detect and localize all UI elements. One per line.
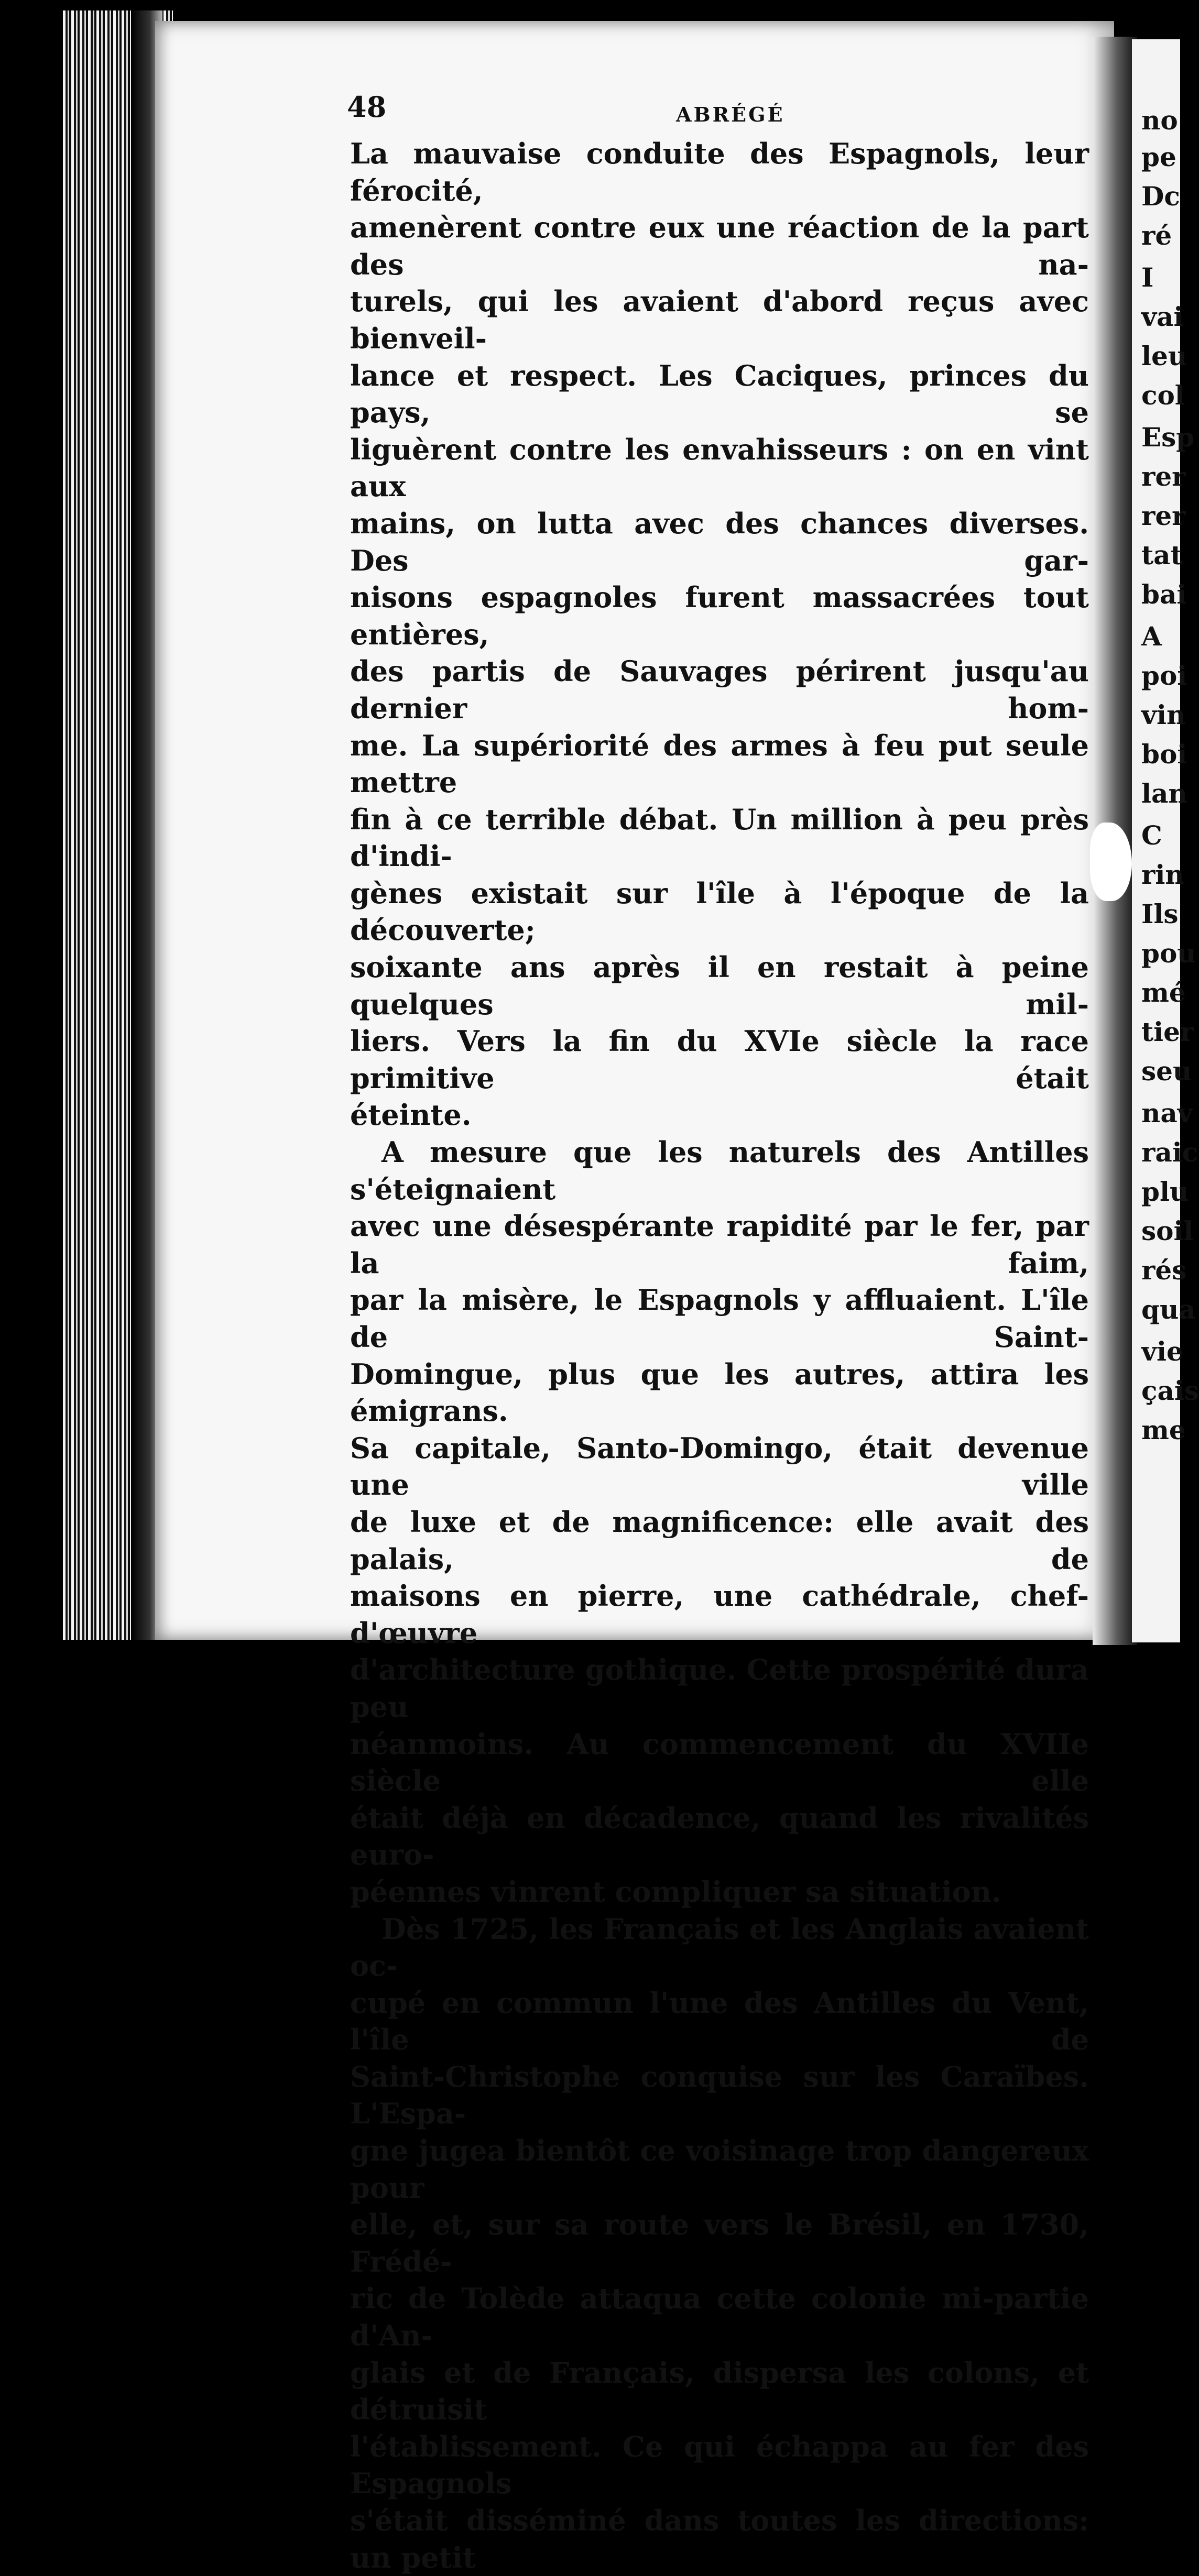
text-line: liers. Vers la fin du XVIe siècle la race primitive était bbox=[350, 1023, 1089, 1097]
facing-text-fragment: leu bbox=[1141, 341, 1187, 371]
paragraph-1 bbox=[350, 135, 1089, 1134]
text-line: avec une désespérante rapidité par le fer, par la faim, bbox=[350, 1208, 1089, 1281]
facing-text-fragment: rés bbox=[1141, 1255, 1186, 1286]
facing-text-fragment: soil bbox=[1141, 1215, 1194, 1246]
text-line: mains, on lutta avec des chances diverses. Des gar- bbox=[350, 505, 1089, 579]
text-line: soixante ans après il en restait à peine quelques mil- bbox=[350, 949, 1089, 1023]
text-line: lance et respect. Les Caciques, princes du pays, se bbox=[350, 357, 1089, 431]
facing-text-fragment: Esp bbox=[1141, 422, 1194, 453]
facing-text-fragment: rer bbox=[1141, 461, 1186, 492]
text-line: péennes vinrent compliquer sa situation. bbox=[350, 1873, 1089, 1911]
page-number: 48 bbox=[347, 90, 386, 124]
facing-text-fragment: çais bbox=[1141, 1375, 1199, 1406]
facing-text-fragment: boi bbox=[1141, 739, 1187, 770]
facing-text-fragment: qua bbox=[1141, 1294, 1196, 1325]
text-line: gne jugea bientôt ce voisinage trop dangereux pour bbox=[350, 2132, 1089, 2206]
text-line: me. La supériorité des armes à feu put seule mettre bbox=[350, 727, 1089, 801]
facing-text-fragment: poi bbox=[1141, 660, 1187, 691]
facing-text-fragment: rin bbox=[1141, 859, 1184, 890]
text-line: liguèrent contre les envahisseurs : on en vint aux bbox=[350, 431, 1089, 505]
facing-page bbox=[1132, 39, 1180, 1642]
text-line: maisons en pierre, une cathédrale, chef-d'œuvre bbox=[350, 1577, 1089, 1651]
text-line: Saint-Christophe conquise sur les Caraïbes. L'Espa- bbox=[350, 2058, 1089, 2132]
text-line: gènes existait sur l'île à l'époque de la découverte; bbox=[350, 875, 1089, 949]
paper-blemish bbox=[1090, 823, 1132, 901]
text-line: amenèrent contre eux une réaction de la part des na- bbox=[350, 209, 1089, 283]
facing-text-fragment: Ils bbox=[1141, 898, 1179, 929]
running-title: ABRÉGÉ bbox=[676, 103, 785, 126]
text-line: La mauvaise conduite des Espagnols, leur férocité, bbox=[350, 135, 1089, 209]
facing-text-fragment: pe bbox=[1141, 141, 1176, 172]
facing-text-fragment: me bbox=[1141, 1415, 1186, 1445]
facing-text-fragment: tat bbox=[1141, 540, 1183, 571]
text-line: elle, et, sur sa route vers le Brésil, en 1730, Frédé- bbox=[350, 2206, 1089, 2280]
facing-text-fragment: tier bbox=[1141, 1016, 1194, 1047]
facing-text-fragment: vin bbox=[1141, 699, 1185, 730]
text-line: ric de Tolède attaqua cette colonie mi-partie d'An- bbox=[350, 2280, 1089, 2354]
text-line: l'établissement. Ce qui échappa au fer des Espagnols bbox=[350, 2428, 1089, 2502]
facing-text-fragment: vie bbox=[1141, 1336, 1183, 1367]
body-text bbox=[350, 135, 1089, 2576]
text-line: cupé en commun l'une des Antilles du Vent, l'île de bbox=[350, 1985, 1089, 2058]
facing-text-fragment: no bbox=[1141, 105, 1178, 136]
text-line: Domingue, plus que les autres, attira les émigrans. bbox=[350, 1356, 1089, 1430]
facing-text-fragment: seu bbox=[1141, 1056, 1192, 1087]
facing-text-fragment: A bbox=[1141, 621, 1162, 652]
text-line: des partis de Sauvages périrent jusqu'au dernier hom- bbox=[350, 653, 1089, 727]
facing-text-fragment: raic bbox=[1141, 1137, 1198, 1168]
facing-text-fragment: pou bbox=[1141, 938, 1196, 969]
facing-text-fragment: bai bbox=[1141, 579, 1186, 610]
facing-text-fragment: ré bbox=[1141, 220, 1172, 251]
text-line: A mesure que les naturels des Antilles s'éteignaient bbox=[350, 1134, 1089, 1208]
text-line: Sa capitale, Santo-Domingo, était devenue une ville bbox=[350, 1430, 1089, 1504]
text-line: de luxe et de magnificence: elle avait des palais, de bbox=[350, 1504, 1089, 1577]
facing-text-fragment: C bbox=[1141, 820, 1162, 851]
text-line: néanmoins. Au commencement du XVIIe siècle elle bbox=[350, 1726, 1089, 1800]
facing-text-fragment: rer bbox=[1141, 500, 1186, 531]
facing-text-fragment: mé bbox=[1141, 977, 1186, 1008]
facing-text-fragment: vai bbox=[1141, 301, 1183, 332]
text-line: turels, qui les avaient d'abord reçus avec bienveil- bbox=[350, 283, 1089, 357]
text-line: Dès 1725, les Français et les Anglais avaient oc- bbox=[350, 1911, 1089, 1985]
text-line: d'architecture gothique. Cette prospérité dura peu bbox=[350, 1651, 1089, 1725]
paragraph-3 bbox=[350, 1911, 1089, 2576]
facing-text-fragment: I bbox=[1141, 262, 1153, 293]
text-line: était déjà en décadence, quand les rivalités euro- bbox=[350, 1800, 1089, 1873]
facing-text-fragment: Dc bbox=[1141, 181, 1180, 212]
text-line: nisons espagnoles furent massacrées tout entières, bbox=[350, 579, 1089, 653]
text-line: glais et de Français, dispersa les colons, et détruisit bbox=[350, 2354, 1089, 2428]
facing-text-fragment: nav bbox=[1141, 1098, 1193, 1128]
facing-text-fragment: col bbox=[1141, 380, 1185, 411]
facing-text-fragment: plu bbox=[1141, 1176, 1189, 1207]
facing-text-fragment: lan bbox=[1141, 778, 1187, 809]
text-line: fin à ce terrible débat. Un million à peu près d'indi- bbox=[350, 801, 1089, 875]
paragraph-2 bbox=[350, 1134, 1089, 1910]
text-line: éteinte. bbox=[350, 1097, 1089, 1134]
text-line: par la misère, le Espagnols y affluaient. L'île de Saint- bbox=[350, 1281, 1089, 1355]
text-line: s'était disséminé dans toutes les directions: un petit bbox=[350, 2502, 1089, 2576]
